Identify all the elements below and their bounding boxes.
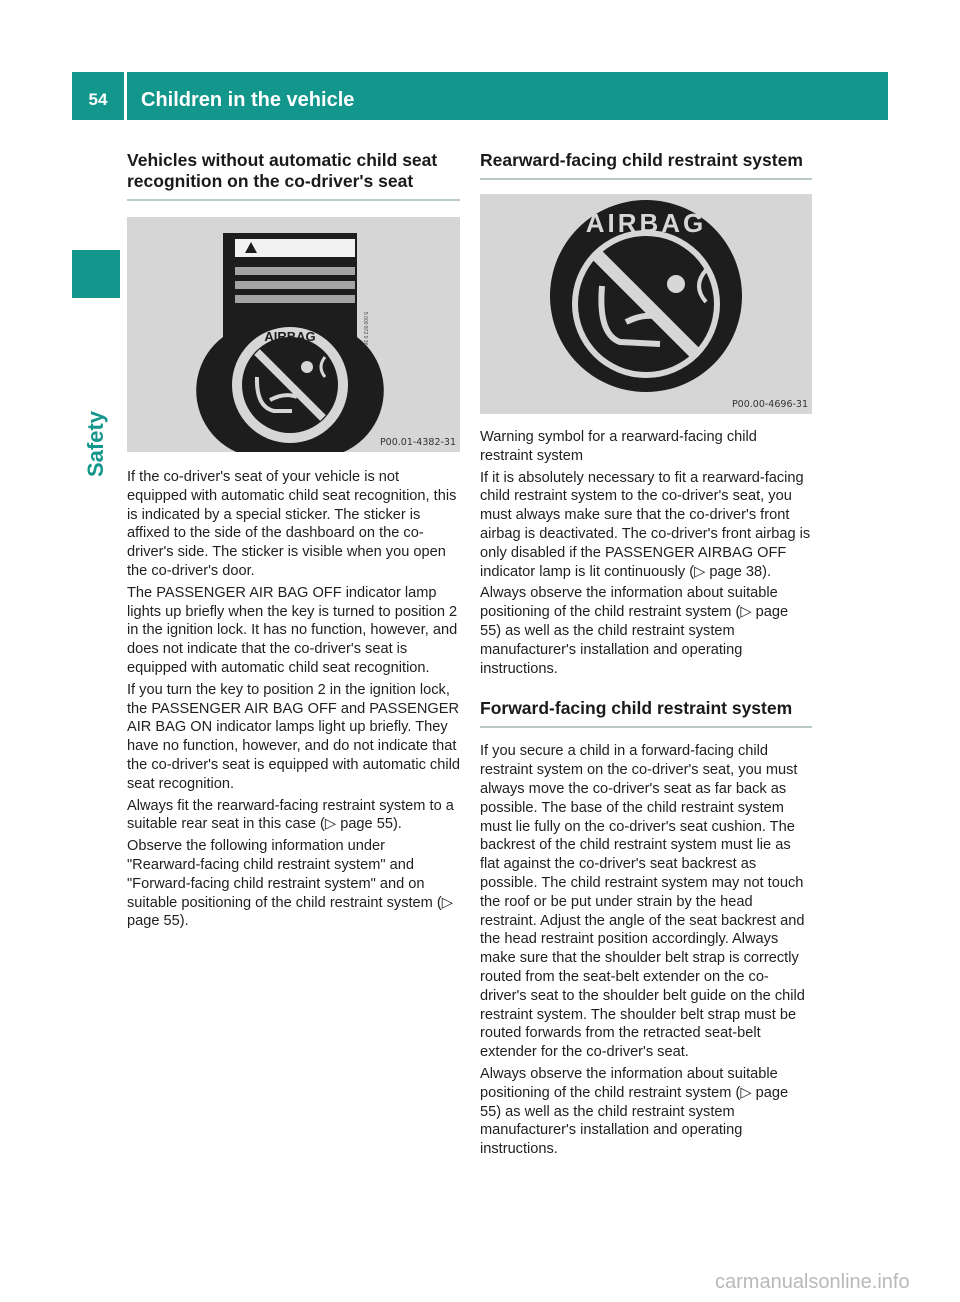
left-paragraph: Observe the following information under "Rearward-facing child restraint system" and "Forward-facing child restraint system" and on suitable positioning of the child restraint system (▷ page 55).	[127, 838, 453, 930]
right-heading-forward: Forward-facing child restraint system	[480, 698, 812, 728]
chapter-title: Children in the vehicle	[141, 89, 355, 111]
side-tab-label	[80, 384, 112, 504]
sticker-figure	[127, 217, 460, 452]
airbag-head-icon	[667, 275, 685, 293]
watermark: carmanualsonline.info	[715, 1271, 910, 1293]
right-column	[480, 150, 812, 1162]
right-heading-rearward: Rearward-facing child restraint system	[480, 150, 812, 180]
left-heading: Vehicles without automatic child seat recognition on the co-driver's seat	[127, 150, 460, 201]
sticker-airbag-text: AIRBAG	[264, 329, 316, 344]
side-tab-square	[72, 250, 120, 298]
right-paragraph: Always observe the information about suitable positioning of the child restraint system (▷ page 55) as well as the child restraint system manufacturer's installation and operating instructions.	[480, 1065, 789, 1158]
left-paragraph: If the co-driver's seat of your vehicle is not equipped with automatic child seat recognition, this is indicated by a special sticker. The sticker is affixed to the side of the dashboard on the co-driver's side. The sticker is visible when you open the co-driver's door.	[127, 469, 457, 579]
left-paragraph: The PASSENGER AIR BAG OFF indicator lamp lights up briefly when the key is turned to position 2 in the ignition lock. It has no function, however, and does not indicate that the co-driver's seat is equipped with automatic child seat recognition.	[127, 584, 458, 676]
side-tab-text: Safety	[83, 410, 108, 478]
figure-code: P00.01-4382-31	[379, 437, 456, 448]
right-paragraph: Always observe the information about suitable positioning of the child restraint system (▷ page 55) as well as the child restraint system manufacturer's installation and operating instructions.	[480, 585, 789, 677]
figure-code: P00.00-4696-31	[731, 399, 808, 410]
right-paragraph: If it is absolutely necessary to fit a rearward-facing child restraint system to the co-driver's seat, you must always make sure that the co-driver's front airbag is deactivated. The co-driver's front airbag is only disabled if the PASSENGER AIRBAG OFF indicator lamp is lit continuously (▷ page 38).	[480, 469, 811, 580]
airbag-warning-figure	[480, 194, 812, 414]
figure-caption: Warning symbol for a rearward-facing child restraint system	[480, 429, 757, 464]
left-column	[127, 150, 460, 934]
header-divider	[124, 72, 127, 120]
right-paragraph: If you secure a child in a forward-facing child restraint system on the co-driver's seat, you must always move the co-driver's seat as far back as possible. The base of the child restraint system must lie fully on the co-driver's seat cushion. The backrest of the child restraint system must lie as flat against the co-driver's seat backrest as possible. The child restraint system may not touch the roof or be put under strain by the head restraint. Adjust the angle of the seat backrest and the head restraint position accordingly. Always make sure that the shoulder belt strap is correctly routed from the seat-belt extender on the co-driver's seat to the shoulder belt guide on the child restraint system. The shoulder belt strap must be routed forwards from the retracted seat-belt extender for the co-driver's seat.	[480, 743, 805, 1061]
left-paragraph: Always fit the rearward-facing restraint system to a suitable rear seat in this case (▷ page 55).	[127, 797, 454, 833]
sticker-side-code: 5 000 872 0 36	[362, 312, 368, 346]
airbag-sticker-illustration	[127, 217, 460, 452]
airbag-head-icon	[301, 361, 313, 373]
page-number: 54	[88, 90, 108, 109]
left-paragraph: If you turn the key to position 2 in the ignition lock, the PASSENGER AIR BAG OFF and PASSENGER AIR BAG ON indicator lamps light up briefly. They have no function, however, and do not indicate that the co-driver's seat is equipped with automatic child seat recognition.	[127, 681, 460, 792]
warning-airbag-text: AIRBAG	[585, 208, 707, 238]
airbag-warning-illustration	[480, 194, 812, 414]
